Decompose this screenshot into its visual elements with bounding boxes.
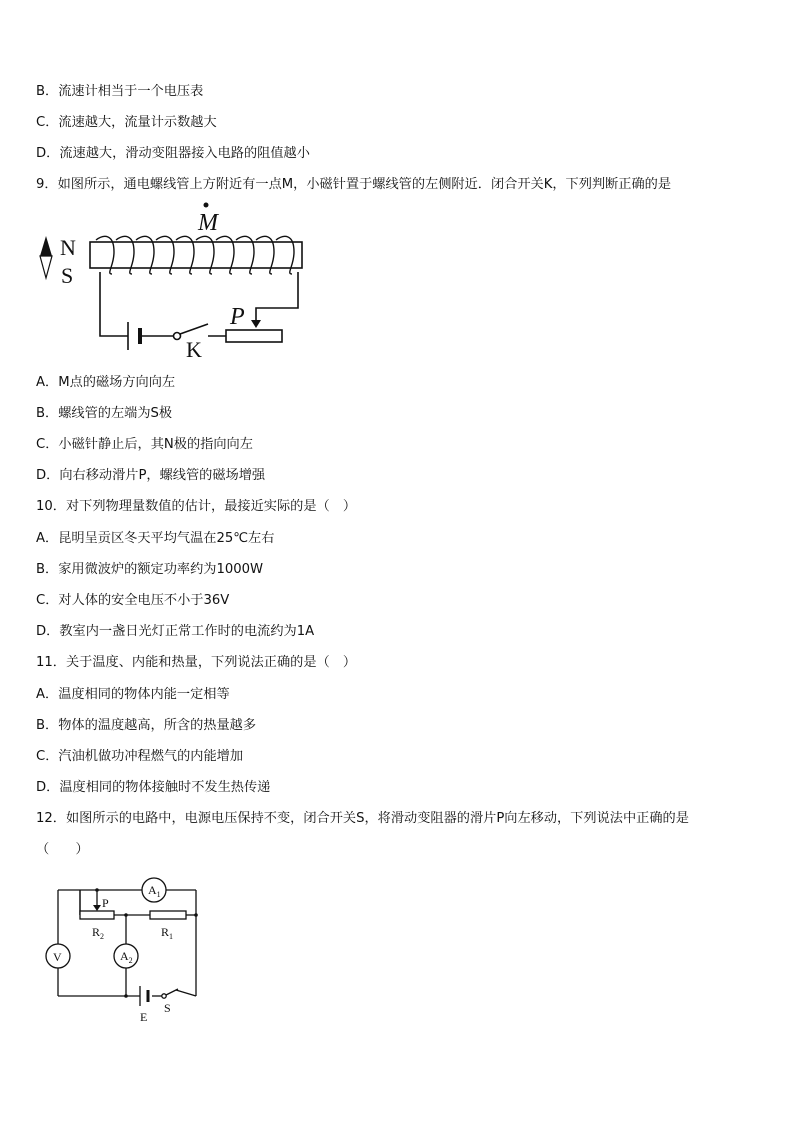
q9-option-d: D．向右移动滑片P，螺线管的磁场增强 xyxy=(36,468,266,483)
point-m-label: M xyxy=(198,210,218,236)
q8-option-b: B．流速计相当于一个电压表 xyxy=(36,84,204,99)
slider-p-label: P xyxy=(230,304,245,330)
r2-label: $R_2$ xyxy=(92,925,105,941)
q11-option-d: D．温度相同的物体接触时不发生热传递 xyxy=(36,780,271,795)
switch-k-label: K xyxy=(186,337,202,362)
resistor-r2 xyxy=(80,911,114,919)
compass-needle xyxy=(40,236,52,278)
r1-label: $R_1$ xyxy=(161,925,174,941)
q11-option-b: B．物体的温度越高，所含的热量越多 xyxy=(36,718,257,733)
q10-stem: 10．对下列物理量数值的估计，最接近实际的是（ ） xyxy=(36,499,357,514)
q11-option-a: A．温度相同的物体内能一定相等 xyxy=(36,687,230,702)
q9-option-a: A．M点的磁场方向向左 xyxy=(36,375,176,390)
q11-stem: 11．关于温度、内能和热量，下列说法正确的是（ ） xyxy=(36,655,357,670)
q10-option-b: B．家用微波炉的额定功率约为1000W xyxy=(36,562,264,577)
q12-circuit-figure xyxy=(38,876,210,1026)
q12-switch xyxy=(162,989,178,998)
q11-option-c: C．汽油机做功冲程燃气的内能增加 xyxy=(36,749,244,764)
slider-arrow xyxy=(251,320,261,328)
q12-slider-label: P xyxy=(102,896,109,910)
resistor-r1 xyxy=(150,911,186,919)
q12-stem-continuation: （ ） xyxy=(36,842,89,857)
q9-solenoid-figure xyxy=(30,200,320,362)
q12-slider-arrow xyxy=(93,905,101,911)
compass-n-label: N xyxy=(60,235,76,260)
q10-option-c: C．对人体的安全电压不小于36V xyxy=(36,593,230,608)
q9-option-b: B．螺线管的左端为S极 xyxy=(36,406,173,421)
q9-option-c: C．小磁针静止后，其N极的指向向左 xyxy=(36,437,253,452)
point-m-dot xyxy=(204,203,209,208)
compass-s-label: S xyxy=(61,263,74,288)
ammeter-a1-label: $A_1$ xyxy=(148,883,161,899)
q8-option-c: C．流速越大，流量计示数越大 xyxy=(36,115,217,130)
q10-option-a: A．昆明呈贡区冬天平均气温在25℃左右 xyxy=(36,531,275,546)
source-e-label: E xyxy=(140,1010,148,1024)
switch-s-label: S xyxy=(164,1001,171,1015)
q8-option-d: D．流速越大，滑动变阻器接入电路的阻值越小 xyxy=(36,146,310,161)
q10-option-d: D．教室内一盏日光灯正常工作时的电流约为1A xyxy=(36,624,315,639)
q12-circuit-wires xyxy=(58,890,196,996)
solenoid-tube xyxy=(90,242,302,268)
battery-symbol xyxy=(128,322,140,350)
voltmeter-label: V xyxy=(53,950,62,964)
ammeter-a2-label: $A_2$ xyxy=(120,949,133,965)
q12-battery xyxy=(140,986,148,1006)
rheostat xyxy=(226,330,282,342)
q9-stem: 9．如图所示，通电螺线管上方附近有一点M，小磁针置于螺线管的左侧附近．闭合开关K，下列判断正确的是 xyxy=(36,177,672,192)
q12-stem: 12．如图所示的电路中，电源电压保持不变，闭合开关S，将滑动变阻器的滑片P向左移动，下列说法中正确的是 xyxy=(36,811,689,826)
